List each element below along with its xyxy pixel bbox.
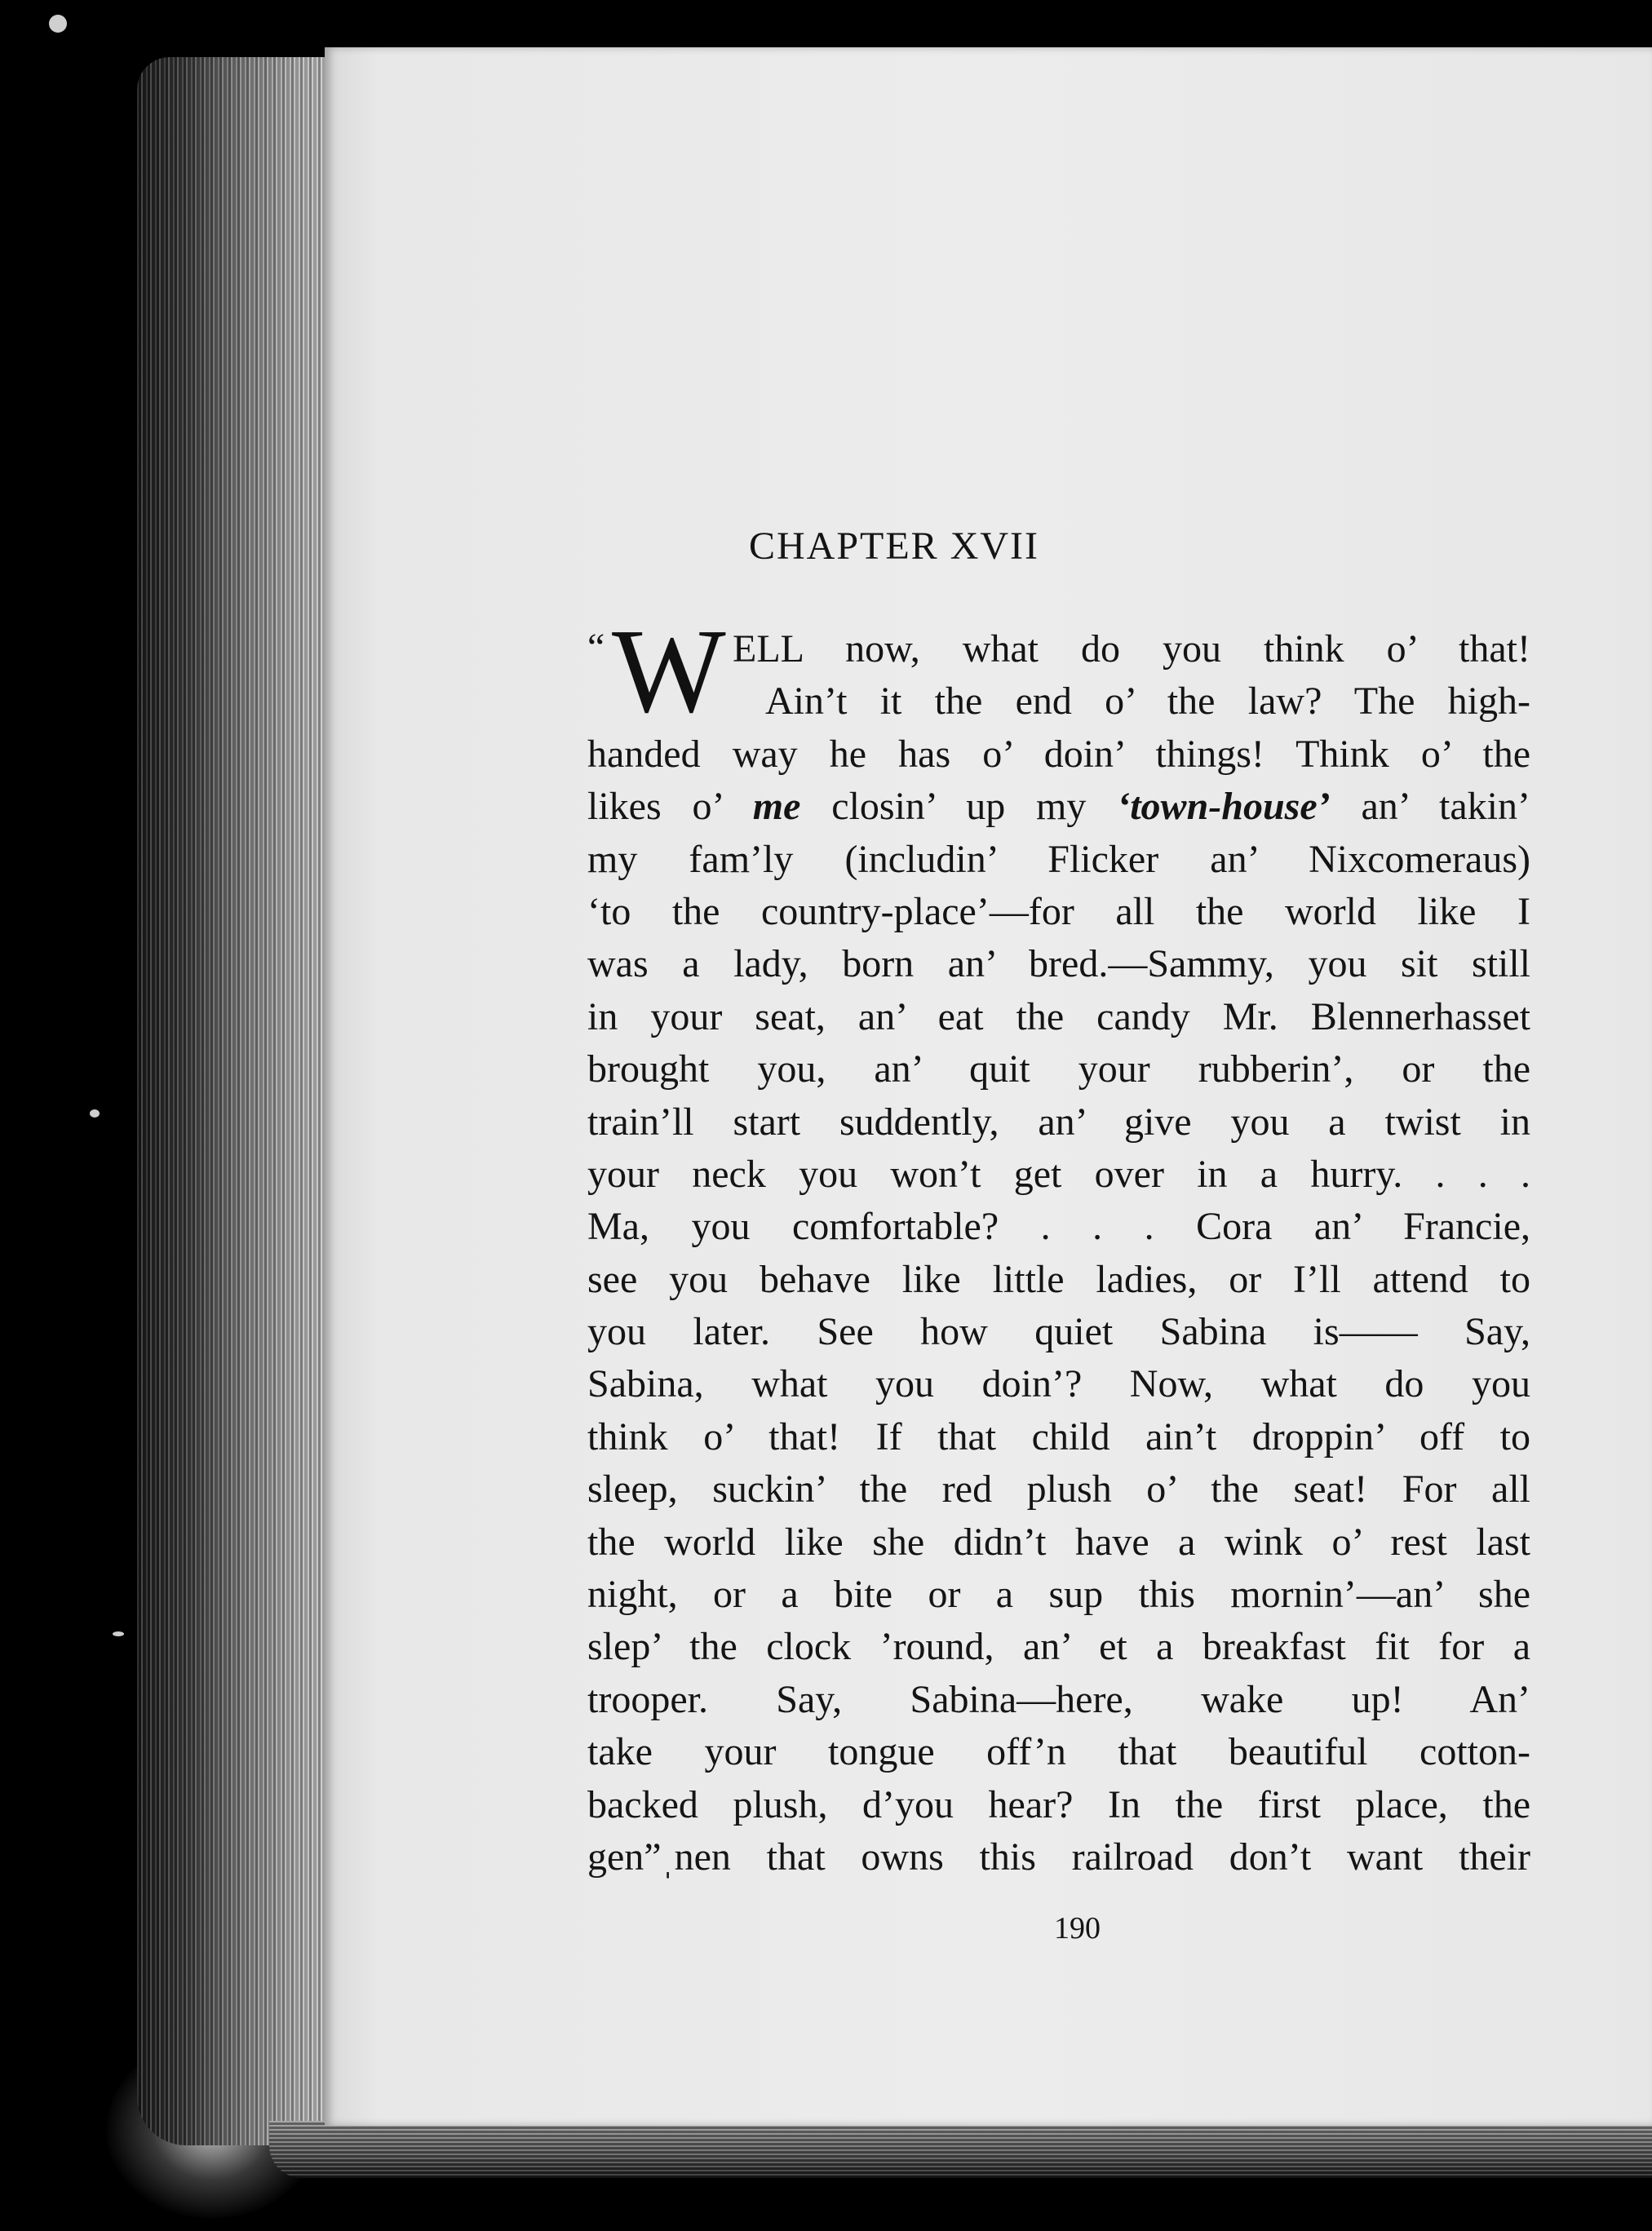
- text-line: handed way he has o’ doin’ things! Think o’ the: [587, 732, 1530, 776]
- text-segment: likes o’: [587, 785, 753, 829]
- text-line: brought you, an’ quit your rubberin’, or the: [587, 1047, 1530, 1091]
- book-bottom-edge: [269, 2121, 1652, 2178]
- text-line: my fam’ly (includin’ Flicker an’ Nixcomeraus): [587, 837, 1530, 881]
- text-line: Ma, you comfortable? . . . Cora an’ Francie,: [587, 1205, 1530, 1249]
- text-line: see you behave like little ladies, or I’ll attend to: [587, 1257, 1530, 1301]
- text-line: take your tongue off’n that beautiful cotton-: [587, 1730, 1530, 1774]
- text-line: ELL now, what do you think o’ that!: [733, 627, 1530, 671]
- scan-artifact: [49, 15, 67, 33]
- book-page-edges: [137, 57, 341, 2145]
- text-line: night, or a bite or a sup this mornin’—an’ she: [587, 1573, 1530, 1617]
- text-line: ‘to the country-place’—for all the world like I: [587, 889, 1530, 933]
- text-line: was a lady, born an’ bred.—Sammy, you sit still: [587, 942, 1530, 986]
- text-segment: an’ takin’: [1330, 785, 1530, 829]
- drop-cap: W: [612, 604, 726, 738]
- text-line: train’ll start suddently, an’ give you a twist in: [587, 1100, 1530, 1144]
- text-line: think o’ that! If that child ain’t droppin’ off to: [587, 1414, 1530, 1459]
- book-page: [325, 47, 1652, 2126]
- chapter-heading: CHAPTER XVII: [749, 525, 1039, 568]
- text-line: your neck you won’t get over in a hurry. . . .: [587, 1152, 1530, 1196]
- text-line: slep’ the clock ’round, an’ et a breakfast fit for a: [587, 1625, 1530, 1669]
- text-line: Sabina, what you doin’? Now, what do you: [587, 1362, 1530, 1406]
- text-segment: closin’ up my: [800, 785, 1118, 829]
- italic-phrase: ‘town-house’: [1117, 785, 1331, 829]
- text-line: gen”ˌnen that owns this railroad don’t want their: [587, 1835, 1530, 1879]
- text-line: in your seat, an’ eat the candy Mr. Blennerhasset: [587, 994, 1530, 1038]
- italic-word: me: [752, 785, 801, 829]
- chapter-body-text: [587, 604, 1652, 1884]
- text-line: you later. See how quiet Sabina is—— Say,: [587, 1310, 1530, 1354]
- opening-quote-mark: “: [587, 626, 605, 669]
- text-line: the world like she didn’t have a wink o’ rest last: [587, 1520, 1530, 1564]
- scan-artifact: [113, 1631, 124, 1636]
- text-line: trooper. Say, Sabina—here, wake up! An’: [587, 1677, 1530, 1721]
- page-number: 190: [1054, 1911, 1101, 1945]
- text-line: [587, 781, 1530, 833]
- scan-artifact: [90, 1109, 100, 1118]
- text-line: Ain’t it the end o’ the law? The high-: [765, 679, 1530, 724]
- text-line: sleep, suckin’ the red plush o’ the seat! For all: [587, 1467, 1530, 1512]
- text-line: backed plush, d’you hear? In the first place, the: [587, 1782, 1530, 1826]
